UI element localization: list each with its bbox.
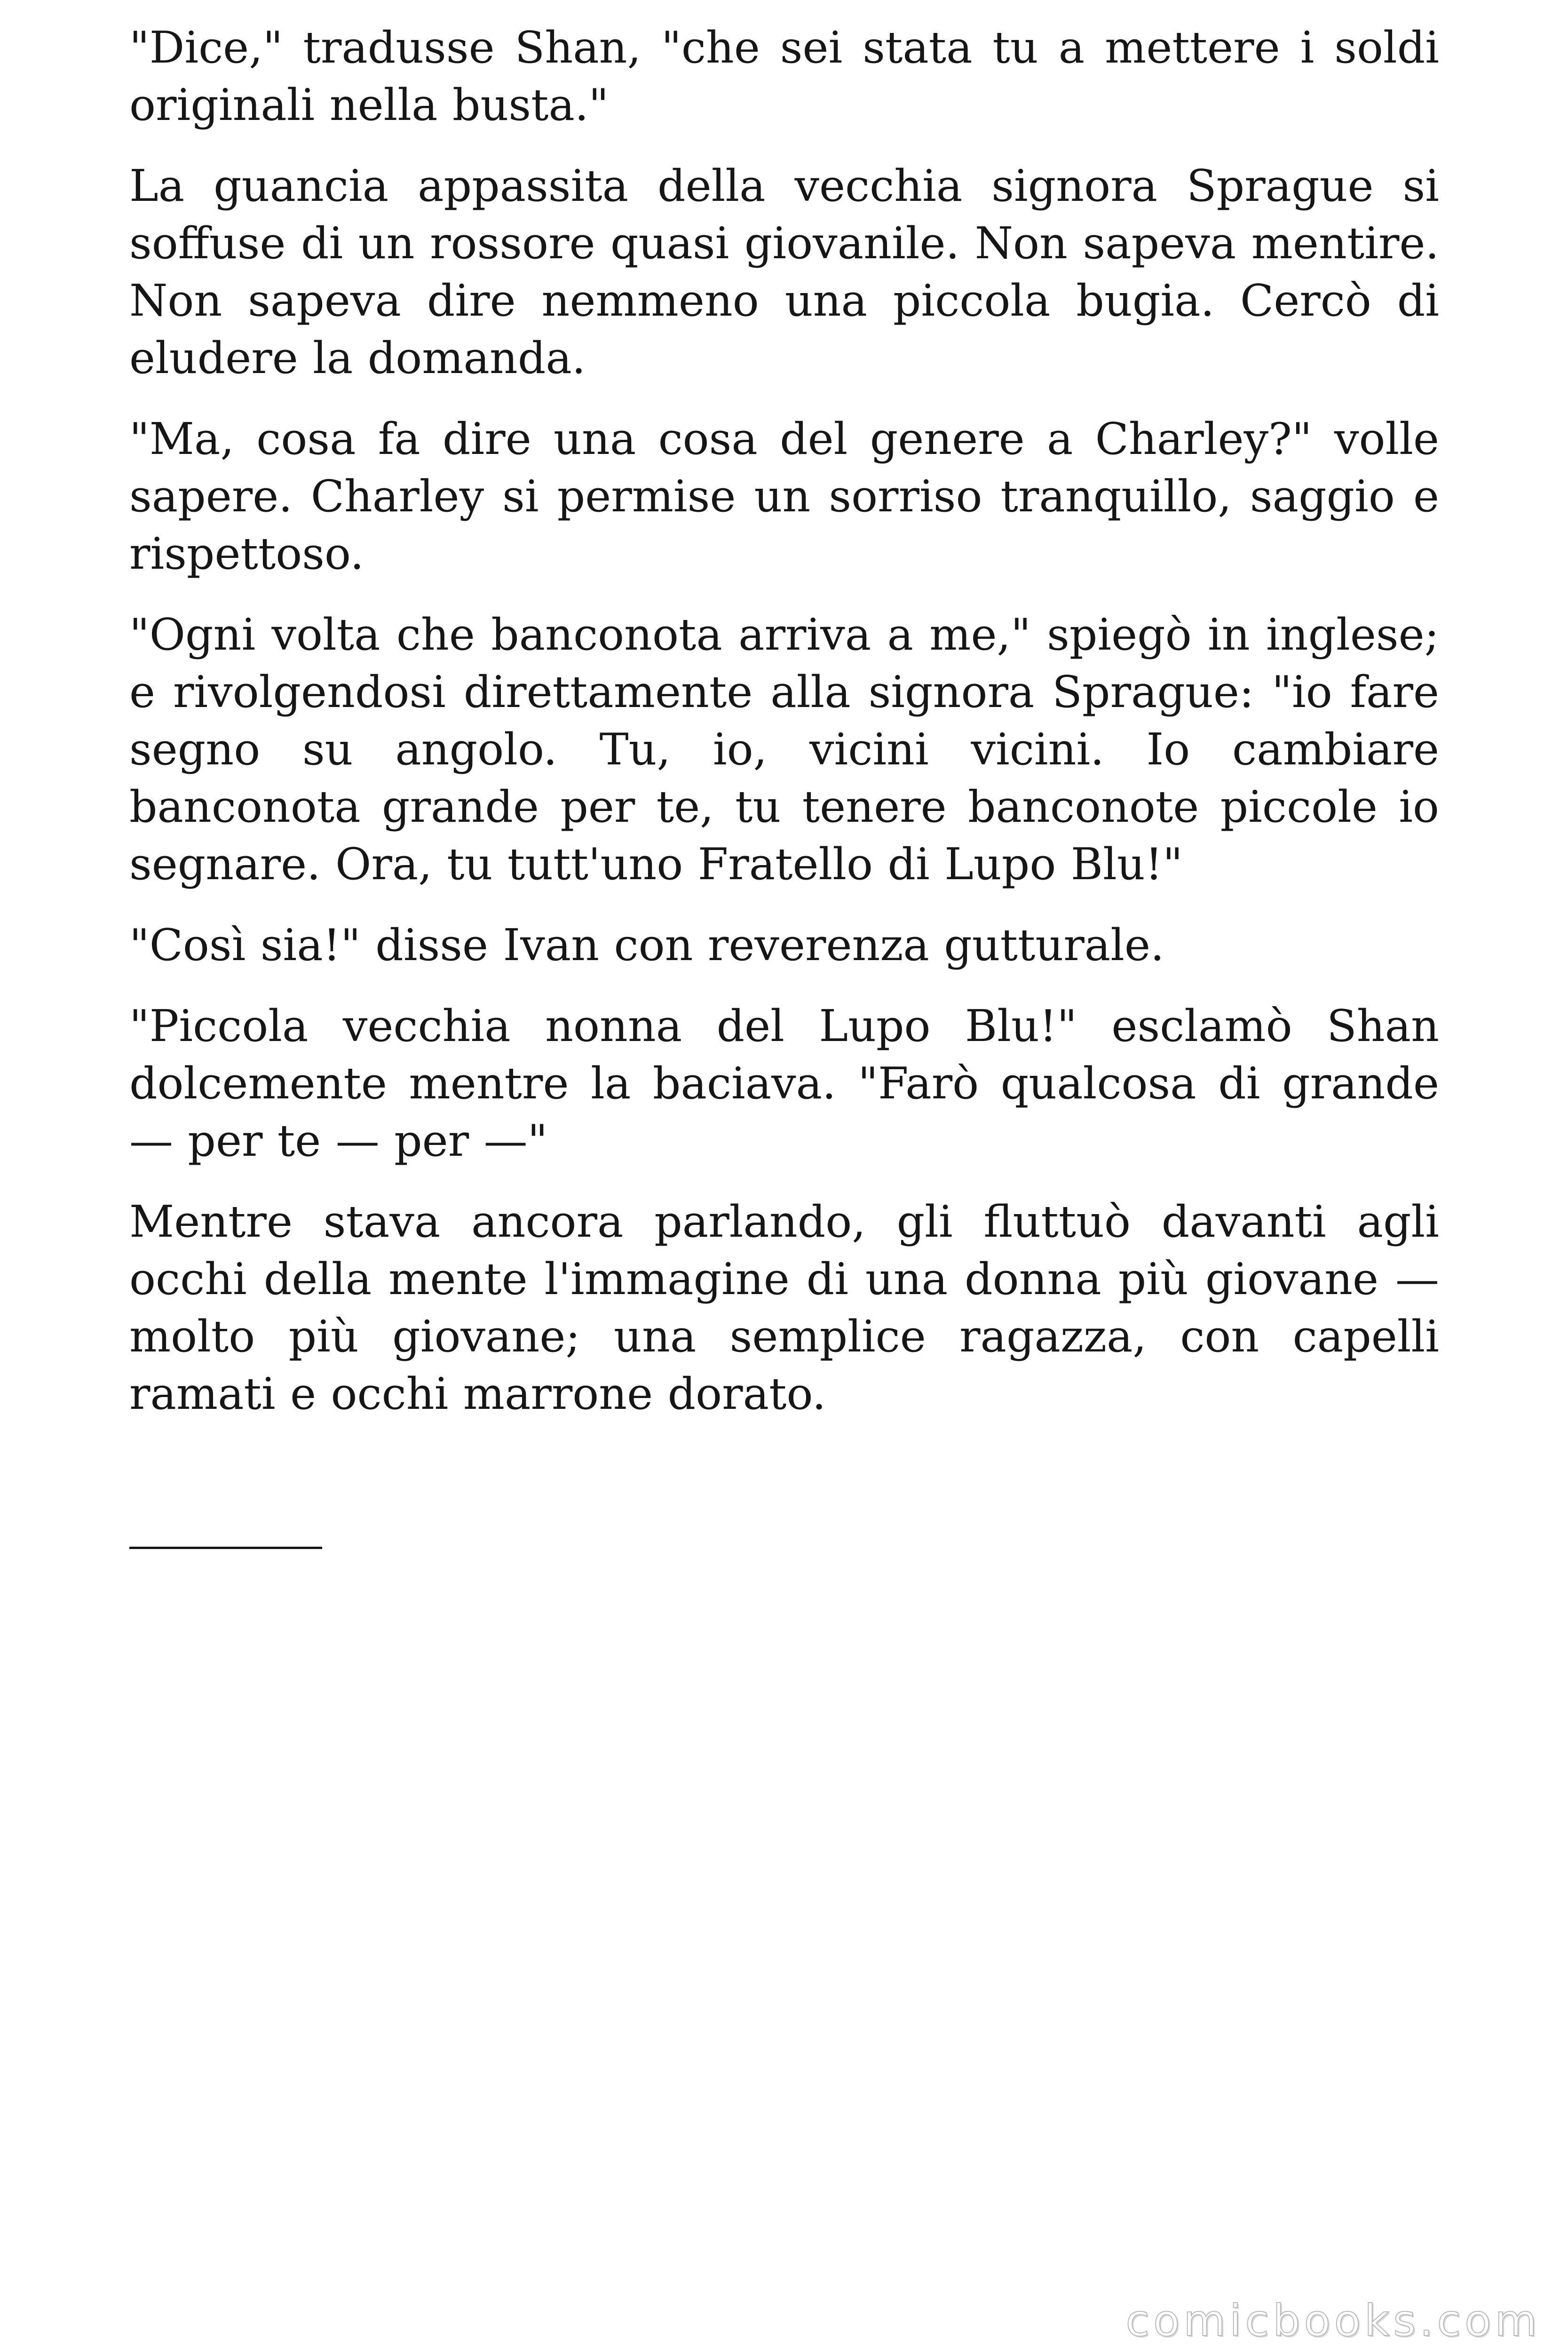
paragraph: La guancia appassita della vecchia signora Sprague si soffuse di un rossore quasi giovanile. Non sapeva mentire. Non sapeva dire nemmeno una piccola bugia. Cercò di eludere la domanda.: [129, 160, 1439, 383]
paragraph: Mentre stava ancora parlando, gli fluttuò davanti agli occhi della mente l'immagine di una donna più giovane — molto più giovane; una semplice ragazza, con capelli ramati e occhi marrone dorato.: [129, 1196, 1439, 1419]
watermark: comicbooks.com: [1125, 2296, 1541, 2346]
paragraph: "Dice," tradusse Shan, "che sei stata tu a mettere i soldi originali nella busta.": [129, 22, 1439, 130]
page-body: [129, 19, 1439, 1446]
section-divider: [129, 1547, 322, 1549]
paragraph: "Piccola vecchia nonna del Lupo Blu!" esclamò Shan dolcemente mentre la baciava. "Farò qualcosa di grande — per te — per —": [129, 1001, 1439, 1166]
paragraph: "Così sia!" disse Ivan con reverenza gutturale.: [129, 920, 1164, 970]
paragraph: "Ogni volta che banconota arriva a me," spiegò in inglese; e rivolgendosi direttamente alla signora Sprague: "io fare segno su angolo. Tu, io, vicini vicini. Io cambiare banconota grande per te, tu tenere banconote piccole io segnare. Ora, tu tutt'uno Fratello di Lupo Blu!": [129, 609, 1439, 890]
paragraph: "Ma, cosa fa dire una cosa del genere a Charley?" volle sapere. Charley si permise un sorriso tranquillo, saggio e rispettoso.: [129, 413, 1439, 579]
